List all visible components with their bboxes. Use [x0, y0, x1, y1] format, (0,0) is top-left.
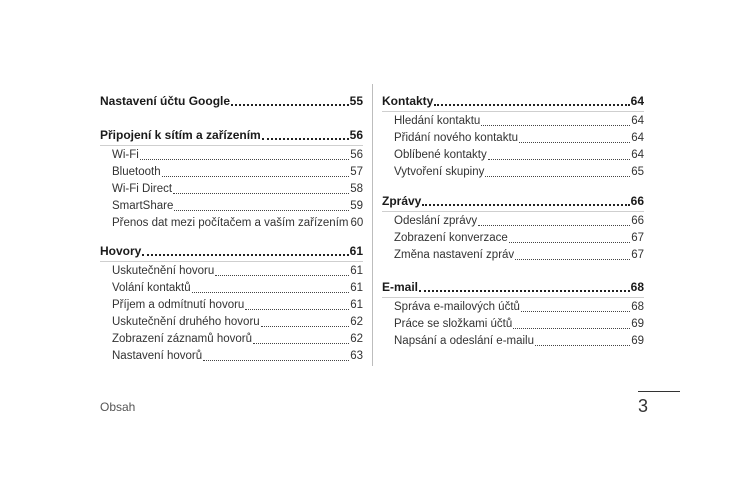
leader-dots [162, 176, 350, 177]
toc-item[interactable] [382, 213, 644, 230]
leader-dots [488, 159, 631, 160]
toc-heading[interactable] [382, 192, 644, 210]
item-title: Oblíbené kontakty [394, 149, 487, 161]
toc-heading[interactable] [382, 92, 644, 110]
leader-dots [173, 193, 349, 194]
toc-item[interactable] [100, 198, 363, 215]
leader-dots [174, 210, 349, 211]
leader-dots [535, 345, 630, 346]
toc-section-connections [100, 126, 363, 232]
item-page: 66 [631, 215, 644, 227]
item-title: Volání kontaktů [112, 282, 191, 294]
item-page: 69 [631, 335, 644, 347]
item-title: Práce se složkami účtů [394, 318, 513, 330]
item-title: Příjem a odmítnutí hovoru [112, 299, 245, 311]
heading-page: 66 [630, 194, 644, 208]
footer-label: Obsah [100, 400, 136, 414]
toc-heading[interactable] [382, 278, 644, 296]
item-title: Odeslání zprávy [394, 215, 478, 227]
leader-dots [140, 159, 349, 160]
page-number-rule [638, 391, 680, 392]
item-page: 56 [350, 149, 363, 161]
toc-item[interactable] [100, 348, 363, 365]
page-number: 3 [638, 396, 649, 416]
heading-page: 64 [630, 94, 644, 108]
leader-dots [419, 290, 630, 292]
item-title: Uskutečnění hovoru [112, 265, 215, 277]
leader-dots [215, 275, 349, 276]
leader-dots [481, 125, 630, 126]
toc-section-contacts [382, 92, 644, 181]
toc-item[interactable] [100, 181, 363, 198]
leader-dots [261, 326, 350, 327]
item-title: Bluetooth [112, 166, 161, 178]
item-page: 69 [631, 318, 644, 330]
toc-item[interactable] [382, 316, 644, 333]
item-title: Hledání kontaktu [394, 115, 481, 127]
leader-dots [253, 343, 349, 344]
item-title: Wi-Fi [112, 149, 139, 161]
item-page: 61 [350, 265, 363, 277]
toc-section-email [382, 278, 644, 350]
heading-title: Nastavení účtu Google [100, 94, 231, 108]
toc-section-google-account [100, 92, 363, 110]
heading-title: Připojení k sítím a zařízením [100, 128, 261, 142]
heading-underline [100, 261, 363, 262]
toc-item[interactable] [382, 164, 644, 181]
toc-item[interactable] [100, 147, 363, 164]
item-title: Vytvoření skupiny [394, 166, 485, 178]
item-page: 68 [631, 301, 644, 313]
toc-item[interactable] [100, 164, 363, 181]
toc-item[interactable] [382, 147, 644, 164]
leader-dots [478, 225, 630, 226]
heading-page: 61 [349, 244, 363, 258]
item-title: Změna nastavení zpráv [394, 249, 515, 261]
leader-dots [521, 311, 630, 312]
toc-item[interactable] [100, 215, 363, 232]
toc-item[interactable] [100, 297, 363, 314]
item-title: Přidání nového kontaktu [394, 132, 519, 144]
heading-underline [382, 111, 644, 112]
item-page: 64 [631, 149, 644, 161]
toc-item[interactable] [100, 331, 363, 348]
heading-underline [382, 297, 644, 298]
item-page: 64 [631, 132, 644, 144]
item-title: Uskutečnění druhého hovoru [112, 316, 260, 328]
toc-heading[interactable] [100, 92, 363, 110]
item-title: Zobrazení konverzace [394, 232, 508, 244]
leader-dots [203, 360, 349, 361]
leader-dots [434, 104, 629, 106]
leader-dots [509, 242, 630, 243]
heading-page: 55 [349, 94, 363, 108]
toc-heading[interactable] [100, 126, 363, 144]
toc-item[interactable] [382, 130, 644, 147]
item-title: Nastavení hovorů [112, 350, 203, 362]
heading-page: 56 [349, 128, 363, 142]
item-title: Zobrazení záznamů hovorů [112, 333, 252, 345]
heading-page: 68 [630, 280, 644, 294]
heading-title: Zprávy [382, 194, 422, 208]
leader-dots [485, 176, 630, 177]
item-page: 67 [631, 249, 644, 261]
toc-item[interactable] [382, 247, 644, 264]
leader-dots [519, 142, 630, 143]
item-title: Přenos dat mezi počítačem a vaším zařízením [112, 217, 349, 229]
toc-item[interactable] [382, 230, 644, 247]
heading-underline [100, 145, 363, 146]
item-title: SmartShare [112, 200, 174, 212]
leader-dots [231, 104, 349, 106]
item-page: 58 [350, 183, 363, 195]
heading-title: E-mail [382, 280, 419, 294]
toc-item[interactable] [100, 314, 363, 331]
item-page: 62 [350, 333, 363, 345]
toc-item[interactable] [100, 280, 363, 297]
toc-heading[interactable] [100, 242, 363, 260]
leader-dots [422, 204, 629, 206]
item-page: 62 [350, 316, 363, 328]
leader-dots [245, 309, 349, 310]
leader-dots [515, 259, 630, 260]
item-page: 61 [350, 299, 363, 311]
leader-dots [192, 292, 350, 293]
item-page: 64 [631, 115, 644, 127]
heading-title: Kontakty [382, 94, 434, 108]
toc-section-calls [100, 242, 363, 365]
item-page: 60 [350, 217, 364, 229]
item-title: Správa e-mailových účtů [394, 301, 520, 313]
toc-section-messages [382, 192, 644, 264]
leader-dots [262, 138, 349, 140]
toc-item[interactable] [382, 299, 644, 316]
toc-item[interactable] [382, 333, 644, 350]
item-page: 59 [350, 200, 363, 212]
toc-item[interactable] [100, 263, 363, 280]
toc-item[interactable] [382, 113, 644, 130]
item-page: 61 [350, 282, 363, 294]
item-page: 67 [631, 232, 644, 244]
item-page: 65 [631, 166, 644, 178]
heading-underline [382, 211, 644, 212]
leader-dots [513, 328, 630, 329]
heading-title: Hovory [100, 244, 142, 258]
item-title: Napsání a odeslání e-mailu [394, 335, 534, 347]
leader-dots [142, 254, 348, 256]
item-title: Wi-Fi Direct [112, 183, 173, 195]
item-page: 63 [350, 350, 363, 362]
item-page: 57 [350, 166, 363, 178]
